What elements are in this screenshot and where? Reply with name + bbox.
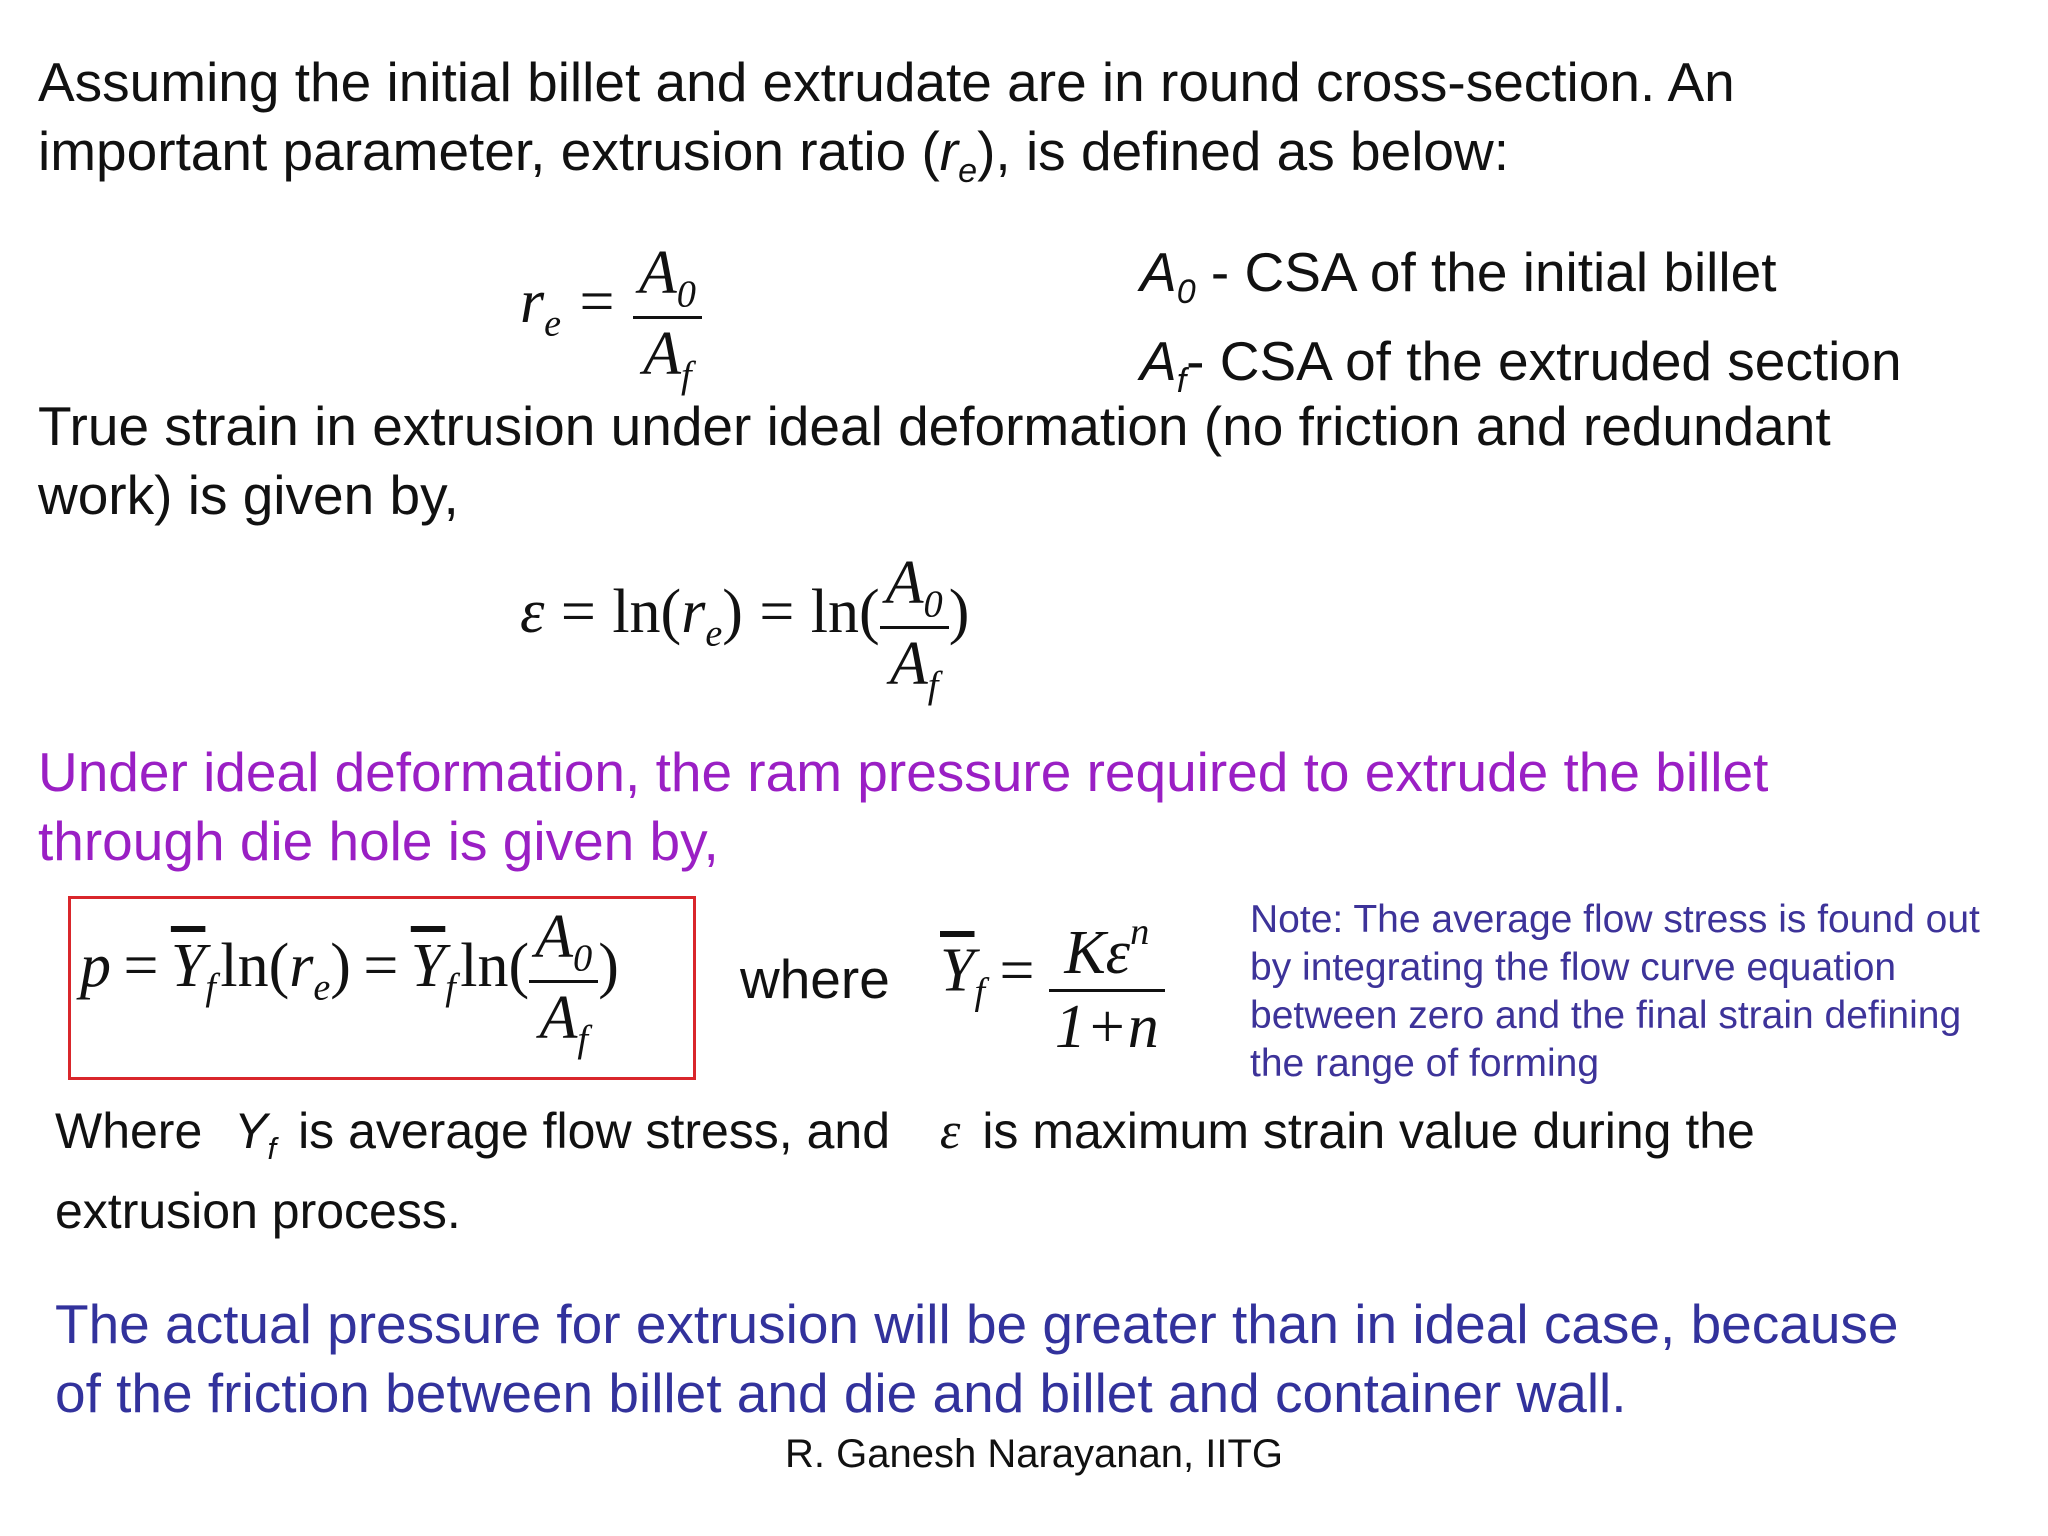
pressure-line-1: Under ideal deformation, the ram pressure required to extrude the billet	[38, 741, 1769, 803]
pressure-equation: $p = \overline{Y}_f$ $\ln(r_e) = \overline{Y}_f$ ln( $\frac{A_0}{A_f}$ )	[80, 903, 619, 1061]
area-definitions	[1140, 238, 1902, 416]
note-line-3: between zero and the final strain defining	[1250, 994, 1962, 1037]
conclusion-line-2: of the friction between billet and die and billet and container wall.	[55, 1362, 1627, 1424]
note-line-2: by integrating the flow curve equation	[1250, 946, 1897, 989]
true-strain-equation: $\varepsilon = \ln(r_e) = \ln$( $\frac{A_0}{A_f}$ )	[520, 549, 970, 707]
strain-paragraph	[38, 392, 1831, 530]
strain-line-2: work) is given by,	[38, 464, 459, 526]
strain-line-1: True strain in extrusion under ideal deformation (no friction and redundant	[38, 395, 1831, 457]
flow-stress-equation: $\overline{Y}_f$ = $\frac{K\varepsilon^n}{1+n}$	[940, 910, 1165, 1063]
extrusion-ratio-equation: $r_e$ = $\frac{A_0}{A_f}$	[520, 238, 702, 398]
flow-stress-note	[1250, 896, 1980, 1088]
strain-fraction: $\frac{A_0}{A_f}$	[880, 548, 949, 708]
intro-paragraph	[38, 48, 1735, 206]
definition-af: $A_f-$ CSA of the extruded section	[1140, 329, 1902, 400]
flow-stress-fraction: $\frac{K\varepsilon^n}{1+n}$	[1049, 910, 1165, 1063]
pressure-fraction: $\frac{A_0}{A_f}$	[529, 902, 598, 1062]
where-line-1: Where $Y_f$ is average flow stress, and ε is maximum strain value during the	[55, 1103, 1755, 1166]
where-paragraph	[55, 1100, 1755, 1242]
note-line-1: Note: The average flow stress is found out	[1250, 898, 1980, 941]
pressure-paragraph	[38, 738, 1768, 876]
where-word: where	[740, 948, 890, 1010]
definition-a0: $A_0$ - CSA of the initial billet	[1140, 241, 1777, 311]
footer-author: R. Ganesh Narayanan, IITG	[785, 1432, 1284, 1476]
pressure-line-2: through die hole is given by,	[38, 810, 719, 872]
conclusion-line-1: The actual pressure for extrusion will be greater than in ideal case, because	[55, 1293, 1899, 1355]
intro-line-2: important parameter, extrusion ratio $(r_e)$, is defined as below:	[38, 120, 1510, 190]
conclusion-paragraph	[55, 1290, 1899, 1428]
where-line-2: extrusion process.	[55, 1182, 461, 1239]
ratio-fraction: $\frac{A_0}{A_f}$	[633, 238, 702, 398]
intro-line-1: Assuming the initial billet and extrudate are in round cross-section. An	[38, 51, 1735, 113]
note-line-4: the range of forming	[1250, 1042, 1600, 1085]
